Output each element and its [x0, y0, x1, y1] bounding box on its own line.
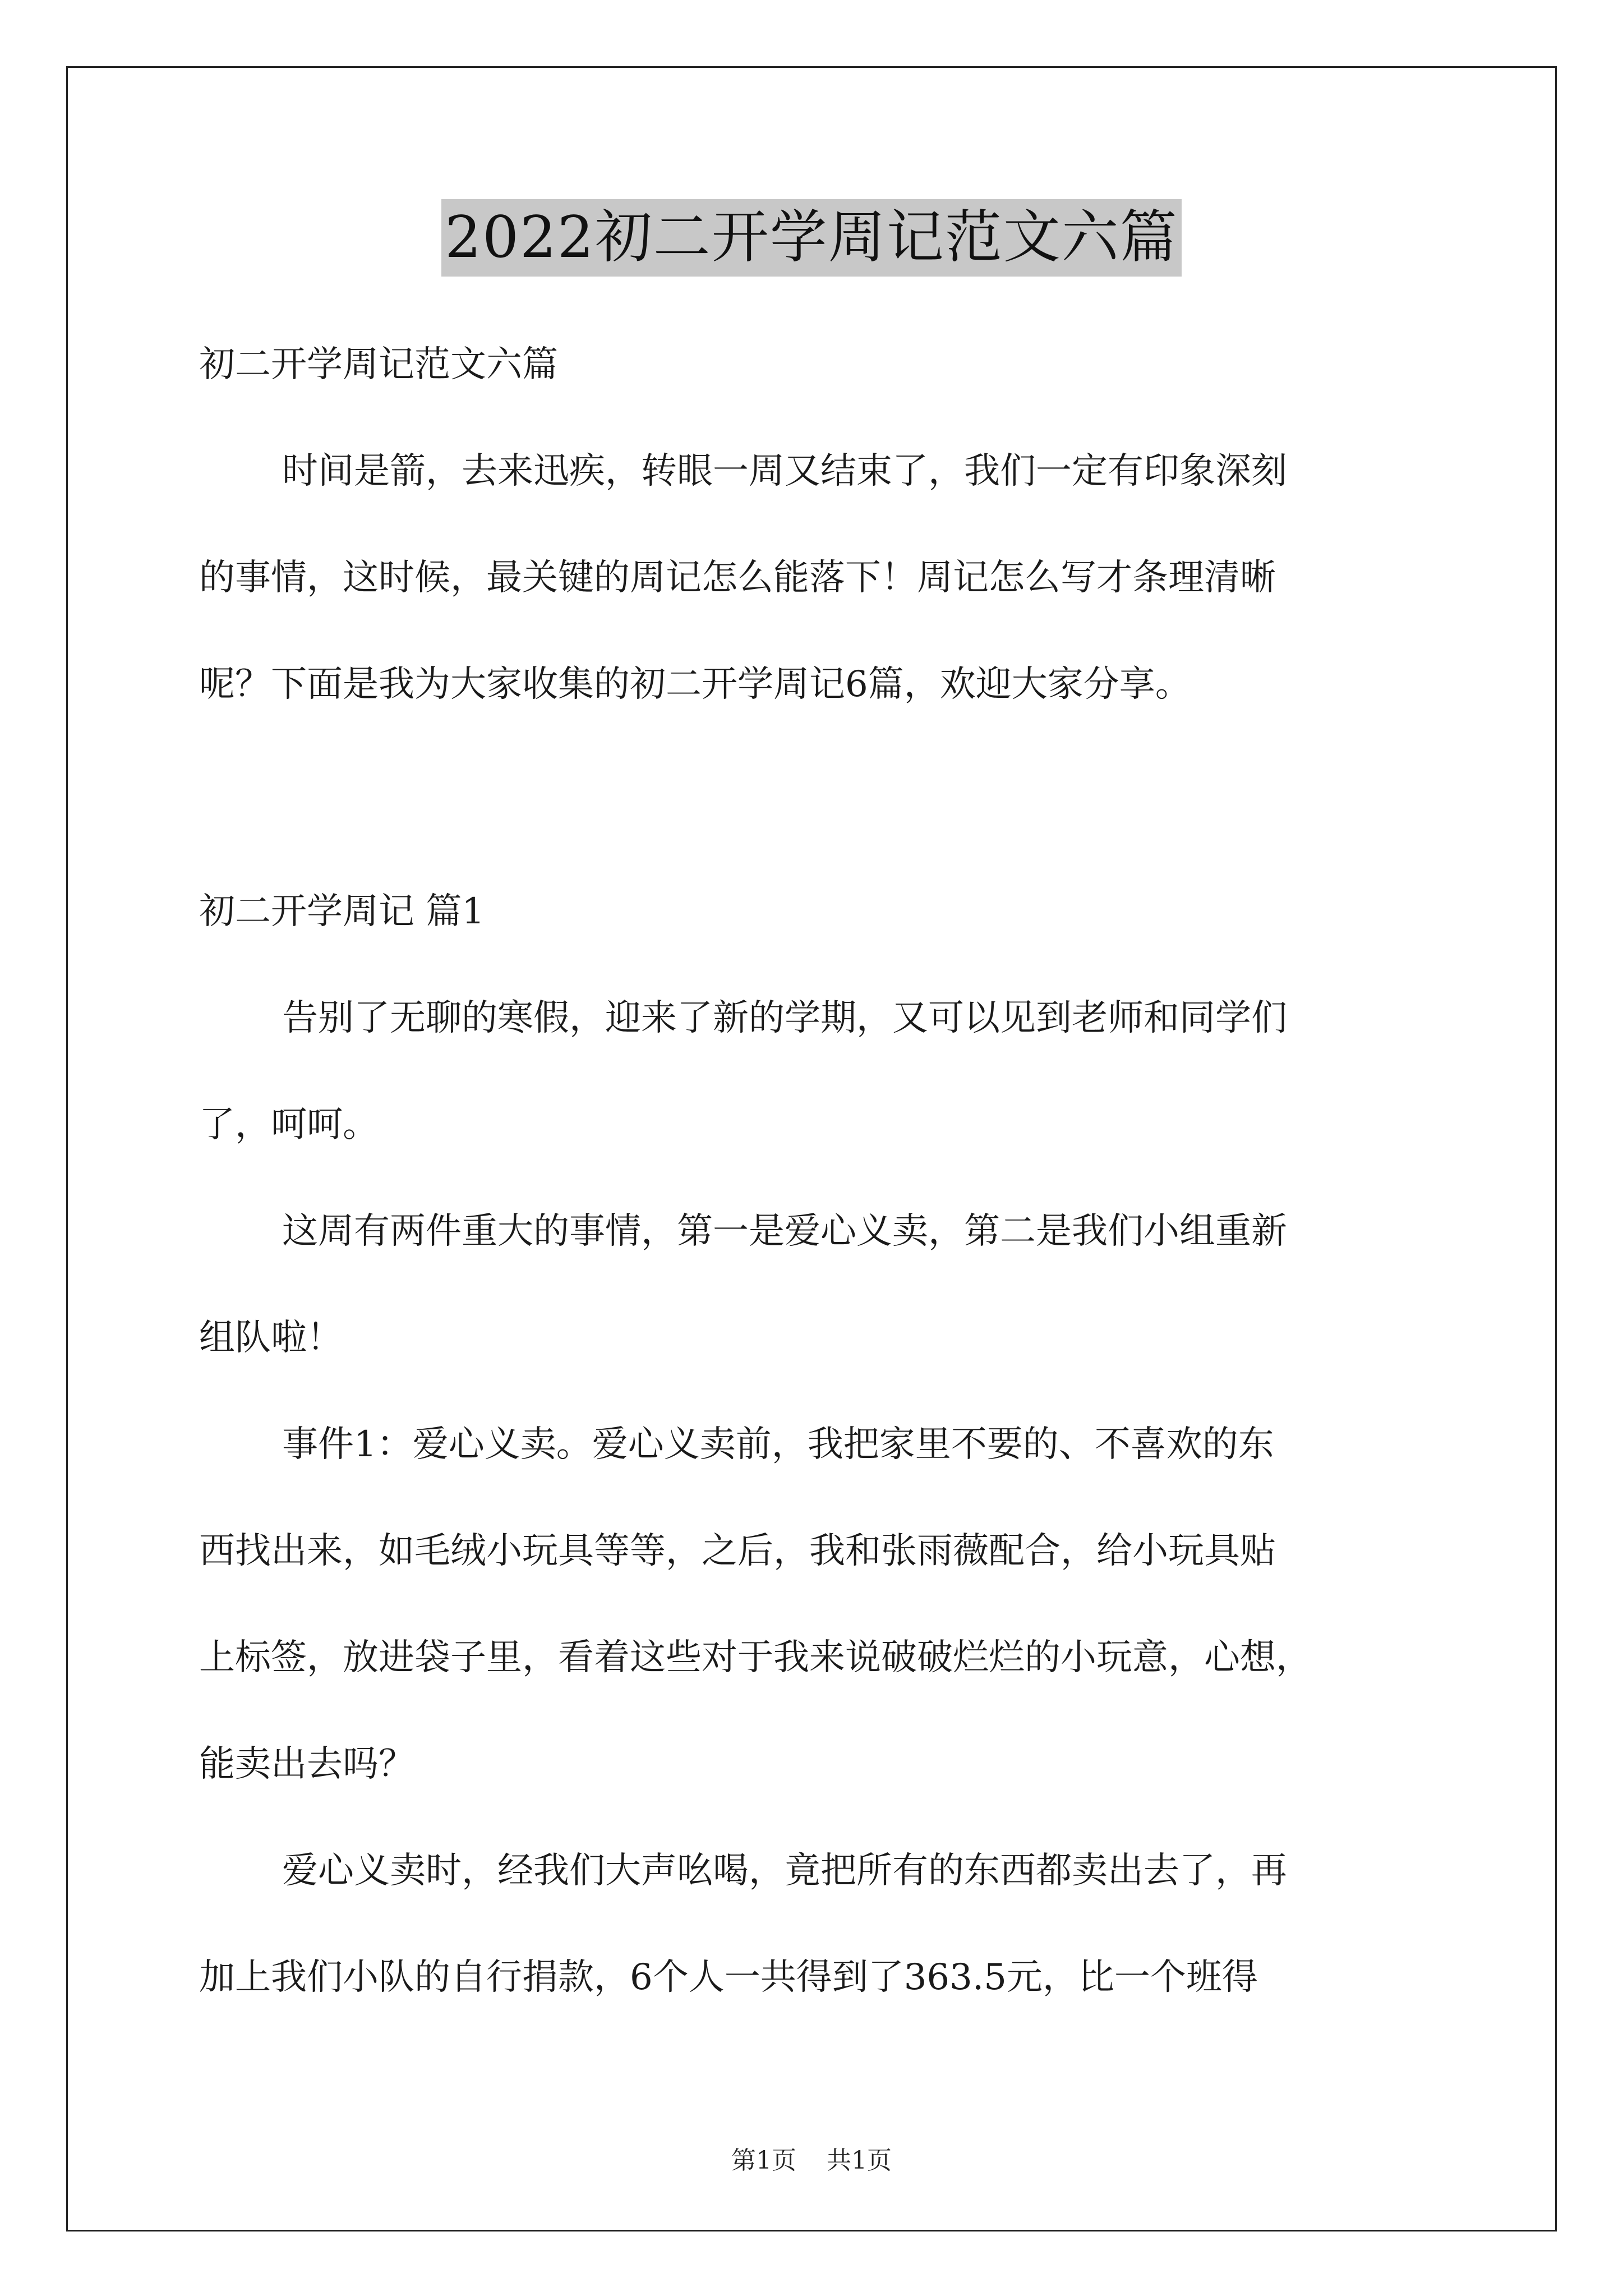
paragraph-line: 加上我们小队的自行捐款，6个人一共得到了363.5元，比一个班得 — [199, 1957, 1258, 1998]
document-body — [199, 311, 1433, 2031]
page-number-current: 第1页 — [731, 2146, 796, 2175]
intro-line: 时间是箭，去来迅疾，转眼一周又结束了，我们一定有印象深刻 — [282, 450, 1287, 492]
paragraph-line: 组队啦！ — [199, 1317, 343, 1359]
paragraph-line: 西找出来，如毛绒小玩具等等，之后，我和张雨薇配合，给小玩具贴 — [199, 1530, 1276, 1572]
document-title: 2022初二开学周记范文六篇 — [441, 199, 1182, 277]
page-footer — [0, 2140, 1623, 2176]
paragraph-line: 上标签，放进袋子里，看着这些对于我来说破破烂烂的小玩意，心想， — [199, 1637, 1312, 1678]
page-number-total: 共1页 — [827, 2146, 892, 2175]
intro-line: 的事情，这时候，最关键的周记怎么能落下！周记怎么写才条理清晰 — [199, 557, 1276, 599]
paragraph-line: 了，呵呵。 — [199, 1104, 379, 1145]
paragraph-line: 这周有两件重大的事情，第一是爱心义卖，第二是我们小组重新 — [282, 1211, 1287, 1252]
title-container — [0, 199, 1623, 277]
paragraph-line: 爱心义卖时，经我们大声吆喝，竟把所有的东西都卖出去了，再 — [282, 1850, 1287, 1892]
paragraph-line: 能卖出去吗？ — [199, 1743, 414, 1785]
intro-line: 呢？下面是我为大家收集的初二开学周记6篇，欢迎大家分享。 — [199, 664, 1191, 705]
section-heading: 初二开学周记 篇1 — [199, 891, 485, 932]
subtitle: 初二开学周记范文六篇 — [199, 344, 558, 385]
paragraph-line: 告别了无聊的寒假，迎来了新的学期，又可以见到老师和同学们 — [282, 997, 1287, 1039]
section-gap — [199, 738, 1433, 858]
paragraph-line: 事件1：爱心义卖。爱心义卖前，我把家里不要的、不喜欢的东 — [282, 1424, 1274, 1465]
